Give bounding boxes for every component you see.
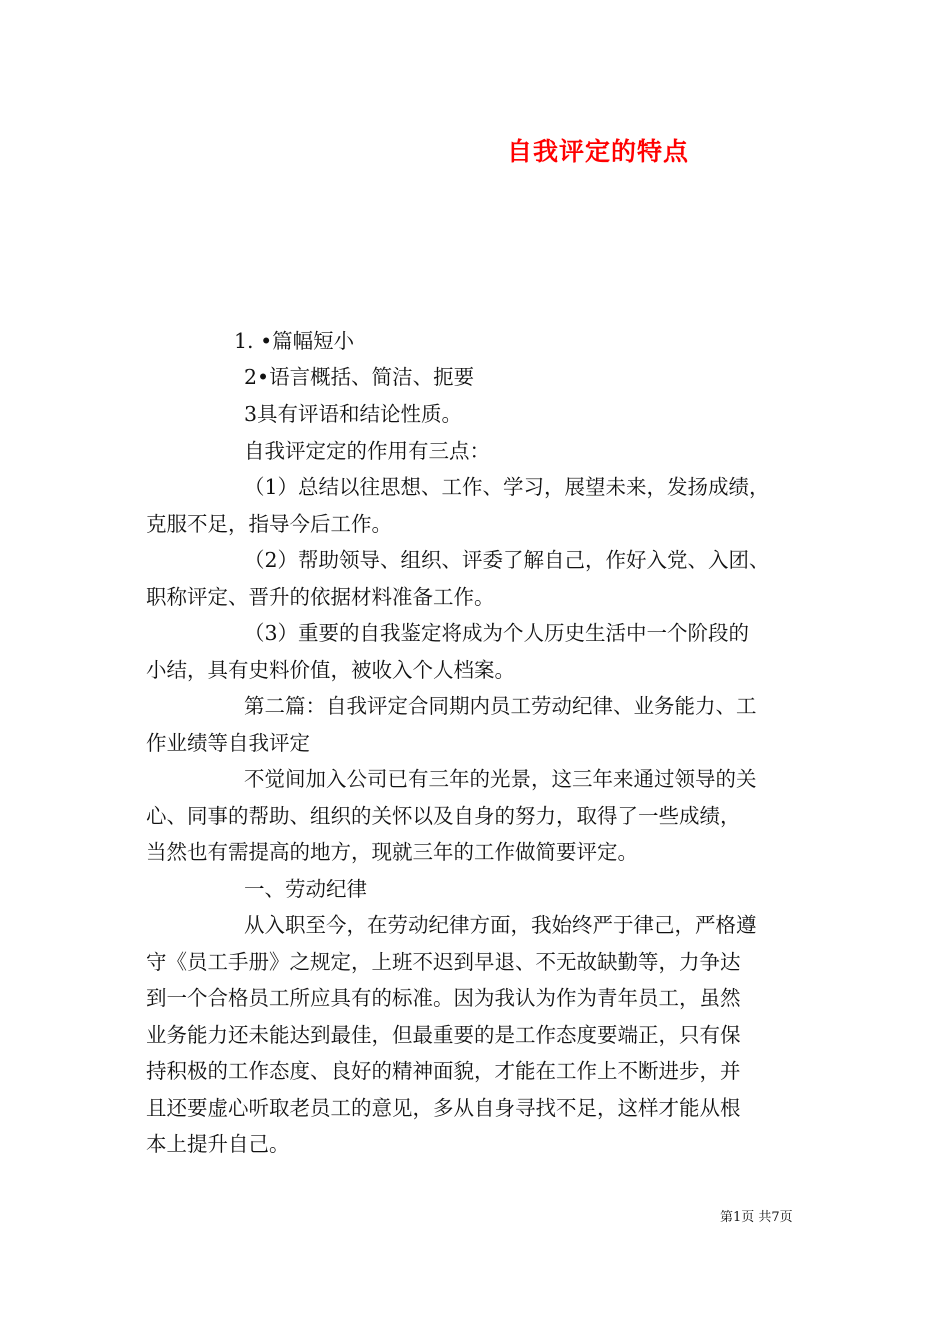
role-1-line-1: （1）总结以往思想、工作、学习，展望未来，发扬成绩， [244, 475, 770, 499]
section-1-line-3: 到一个合格员工所应具有的标准。因为我认为作为青年员工，虽然 [146, 986, 741, 1010]
section-1-heading: 一、劳动纪律 [244, 877, 367, 901]
role-1-line-2: 克服不足，指导今后工作。 [146, 512, 392, 536]
feature-3: 3具有评语和结论性质。 [244, 402, 463, 426]
intro-line-2: 心、同事的帮助、组织的关怀以及自身的努力，取得了一些成绩， [146, 804, 741, 828]
intro-line-1: 不觉间加入公司已有三年的光景，这三年来通过领导的关 [244, 767, 757, 791]
role-intro: 自我评定定的作用有三点： [244, 439, 490, 463]
section-1-line-4: 业务能力还未能达到最佳，但最重要的是工作态度要端正，只有保 [146, 1023, 741, 1047]
page-number: 第1页 共7页 [720, 1210, 793, 1225]
feature-1: 1. •篇幅短小 [234, 329, 355, 353]
feature-2: 2•语言概括、简洁、扼要 [244, 365, 475, 389]
role-3-line-1: （3）重要的自我鉴定将成为个人历史生活中一个阶段的 [244, 621, 750, 645]
page-title: 自我评定的特点 [506, 137, 689, 166]
intro-line-3: 当然也有需提高的地方，现就三年的工作做简要评定。 [146, 840, 638, 864]
section-1-line-5: 持积极的工作态度、良好的精神面貌，才能在工作上不断进步，并 [146, 1059, 741, 1083]
section-1-line-1: 从入职至今，在劳动纪律方面，我始终严于律己，严格遵 [244, 913, 757, 937]
role-3-line-2: 小结，具有史料价值，被收入个人档案。 [146, 658, 515, 682]
part2-title-line-1: 第二篇：自我评定合同期内员工劳动纪律、业务能力、工 [244, 694, 757, 718]
section-1-line-6: 且还要虚心听取老员工的意见，多从自身寻找不足，这样才能从根 [146, 1096, 741, 1120]
section-1-line-2: 守《员工手册》之规定，上班不迟到早退、不无故缺勤等，力争达 [146, 950, 741, 974]
section-1-line-7: 本上提升自己。 [146, 1132, 290, 1156]
role-2-line-1: （2）帮助领导、组织、评委了解自己，作好入党、入团、 [244, 548, 770, 572]
part2-title-line-2: 作业绩等自我评定 [146, 731, 310, 755]
role-2-line-2: 职称评定、晋升的依据材料准备工作。 [146, 585, 495, 609]
